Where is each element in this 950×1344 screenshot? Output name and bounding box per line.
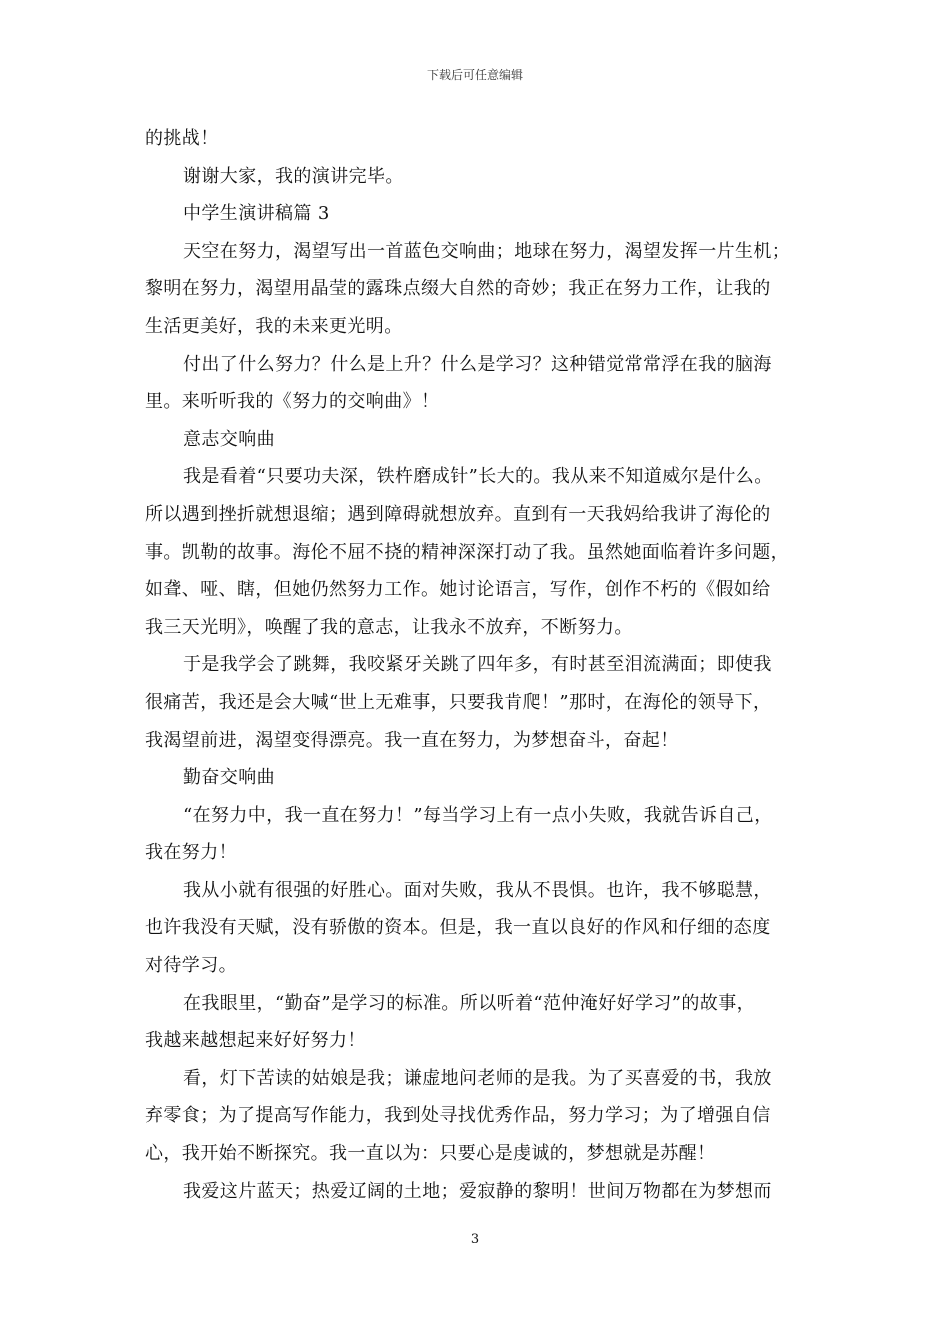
text-line: 里。来听听我的《努力的交响曲》！ (145, 391, 440, 413)
text-line: 我爱这片蓝天；热爱辽阔的土地；爱寂静的黎明！世间万物都在为梦想而 (183, 1180, 772, 1202)
text-line: 心，我开始不断探究。我一直以为：只要心是虔诚的，梦想就是苏醒！ (145, 1143, 716, 1165)
text-line: 也许我没有天赋，没有骄傲的资本。但是，我一直以良好的作风和仔细的态度 (145, 917, 771, 939)
text-line: 生活更美好，我的未来更光明。 (145, 315, 403, 337)
text-line: 弃零食；为了提高写作能力，我到处寻找优秀作品，努力学习；为了增强自信 (145, 1105, 771, 1127)
text-line: 谢谢大家，我的演讲完毕。 (183, 165, 404, 187)
text-line: 黎明在努力，渴望用晶莹的露珠点缀大自然的奇妙；我正在努力工作，让我的 (145, 278, 771, 300)
text-line: 如聋、哑、瞎，但她仍然努力工作。她讨论语言，写作，创作不朽的《假如给 (145, 579, 771, 601)
subheading: 意志交响曲 (183, 428, 275, 450)
text-line: 看，灯下苦读的姑娘是我；谦虚地问老师的是我。为了买喜爱的书，我放 (183, 1067, 772, 1089)
page-number: 3 (470, 1232, 480, 1247)
text-line: “在努力中，我一直在努力！”每当学习上有一点小失败，我就告诉自己， (183, 804, 773, 826)
page-header: 下载后可任意编辑 (426, 68, 523, 82)
text-line: 付出了什么努力？什么是上升？什么是学习？这种错觉常常浮在我的脑海 (183, 353, 772, 375)
text-line: 我在努力！ (145, 842, 237, 864)
text-line: 的挑战！ (145, 128, 219, 149)
section-heading: 中学生演讲稿篇 3 (183, 203, 330, 225)
text-line: 我渴望前进，渴望变得漂亮。我一直在努力，为梦想奋斗，奋起！ (145, 729, 679, 751)
text-line: 我是看着“只要功夫深，铁杵磨成针”长大的。我从来不知道威尔是什么。 (183, 466, 773, 488)
text-line: 我三天光明》，唤醒了我的意志，让我永不放弃，不断努力。 (145, 616, 633, 638)
text-line: 天空在努力，渴望写出一首蓝色交响曲；地球在努力，渴望发挥一片生机； (183, 240, 791, 262)
text-line: 所以遇到挫折就想退缩；遇到障碍就想放弃。直到有一天我妈给我讲了海伦的 (145, 503, 771, 525)
text-line: 我从小就有很强的好胜心。面对失败，我从不畏惧。也许，我不够聪慧， (183, 879, 772, 901)
text-line: 很痛苦，我还是会大喊“世上无难事，只要我肯爬！”那时，在海伦的领导下， (145, 691, 772, 713)
text-line: 在我眼里，“勤奋”是学习的标准。所以听着“范仲淹好好学习”的故事， (183, 992, 756, 1014)
document-body (145, 120, 810, 1210)
subheading: 勤奋交响曲 (183, 767, 275, 789)
text-line: 对待学习。 (145, 955, 237, 977)
text-line: 于是我学会了跳舞，我咬紧牙关跳了四年多，有时甚至泪流满面；即使我 (183, 654, 772, 676)
text-line: 事。凯勒的故事。海伦不屈不挠的精神深深打动了我。虽然她面临着许多问题， (145, 541, 789, 563)
text-line: 我越来越想起来好好努力！ (145, 1030, 366, 1052)
